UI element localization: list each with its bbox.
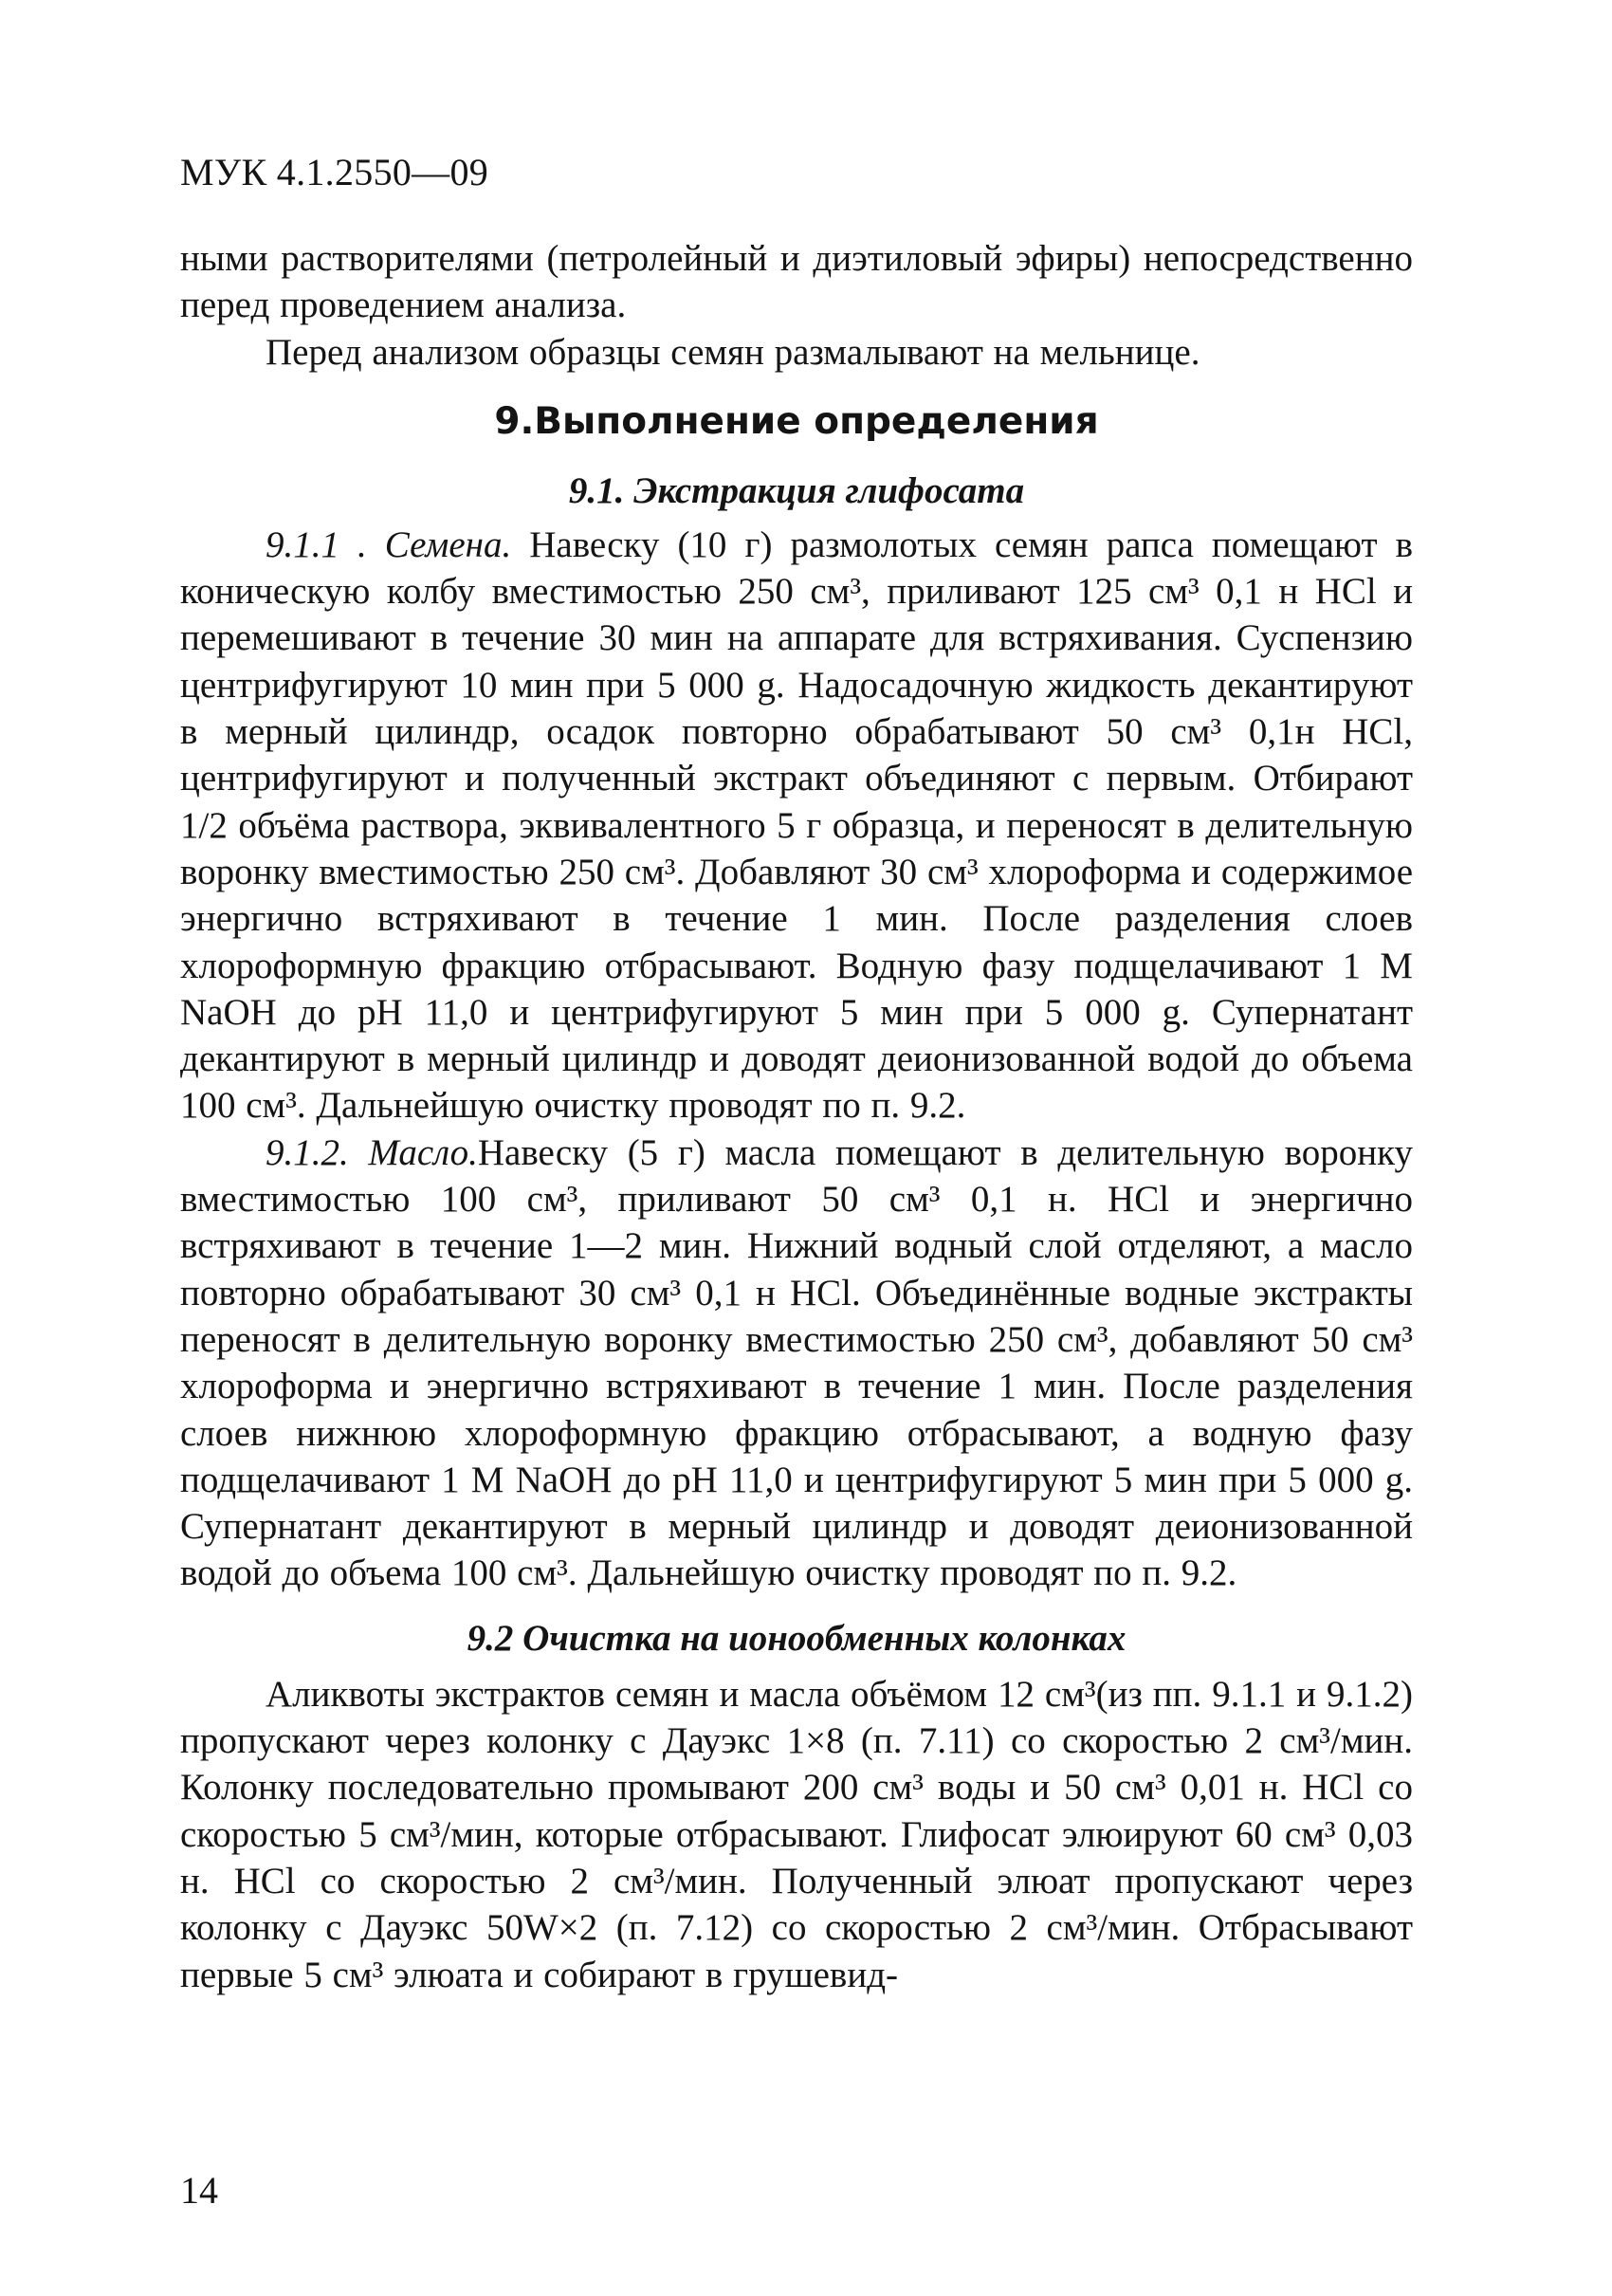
paragraph-continuation: ными растворителями (петролейный и диэтиловый эфиры) непосредственно перед проведением анализа.: [180, 238, 1413, 326]
item-label-oil: 9.1.2. Масло.: [266, 1131, 478, 1173]
item-text-oil: Навеску (5 г) масла помещают в делительную воронку вместимостью 100 см³, приливают 50 см³ 0,1 н. HCl и энергично встряхивают в течение 1—2 мин. Нижний водный слой отделяют, а масло повторно обрабатывают 30 см³ 0,1 н HCl. Объединённые водные экстракты переносят в делительную воронку вместимостью 250 см³, добавляют 50 см³ хлороформа и энергично встряхивают в течение 1 мин. После разделения слоев нижнюю хлороформную фракцию отбрасывают, а водную фазу подщелачивают 1 M NaOH до pH 11,0 и центрифугируют 5 мин при 5 000 g. Супернатант декантируют в мерный цилиндр и доводят деионизованной водой до объема 100 см³. Дальнейшую очистку проводят по п. 9.2.: [180, 1131, 1413, 1594]
section-title-execution: 9.Выполнение определения: [494, 399, 1099, 443]
subsection-title-extraction: 9.1. Экстракция глифосата: [568, 469, 1025, 511]
paragraph-oil: [180, 1130, 1413, 1597]
paragraph-ion-exchange: Аликвоты экстрактов семян и масла объёмом 12 см³(из пп. 9.1.1 и 9.1.2) пропускают через колонку с Дауэкс 1×8 (п. 7.11) со скоростью 2 см³/мин. Колонку последовательно промывают 200 см³ воды и 50 см³ 0,01 н. HCl со скоростью 5 см³/мин, которые отбрасывают. Глифосат элюируют 60 см³ 0,03 н. HCl со скоростью 2 см³/мин. Полученный элюат пропускают через колонку с Дауэкс 50W×2 (п. 7.12) со скоростью 2 см³/мин. Отбрасывают первые 5 см³ элюата и собирают в грушевид-: [180, 1673, 1413, 1995]
page-content: [180, 235, 1413, 1998]
document-code-header: МУК 4.1.2550—09: [180, 151, 489, 193]
page-number: 14: [180, 2169, 218, 2212]
item-text-seeds: Навеску (10 г) размолотых семян рапса помещают в коническую колбу вместимостью 250 см³, приливают 125 см³ 0,1 н HCl и перемешивают в течение 30 мин на аппарате для встряхивания. Суспензию центрифугируют 10 мин при 5 000 g. Надосадочную жидкость декантируют в мерный цилиндр, осадок повторно обрабатывают 50 см³ 0,1н HCl, центрифугируют и полученный экстракт объединяют с первым. Отбирают 1/2 объёма раствора, эквивалентного 5 г образца, и переносят в делительную воронку вместимостью 250 см³. Добавляют 30 см³ хлороформа и содержимое энергично встряхивают в течение 1 мин. После разделения слоев хлороформную фракцию отбрасывают. Водную фазу подщелачивают 1 M NaOH до pH 11,0 и центрифугируют 5 мин при 5 000 g. Супернатант декантируют в мерный цилиндр и доводят деионизованной водой до объема 100 см³. Дальнейшую очистку проводят по п. 9.2.: [180, 523, 1414, 1127]
paragraph-seed-grinding: Перед анализом образцы семян размалывают на мельнице.: [266, 331, 1200, 373]
paragraph-seeds: [180, 522, 1413, 1130]
subsection-title-ion-exchange: 9.2 Очистка на ионообменных колонках: [467, 1617, 1127, 1659]
item-label-seeds: 9.1.1 . Семена.: [266, 523, 512, 565]
